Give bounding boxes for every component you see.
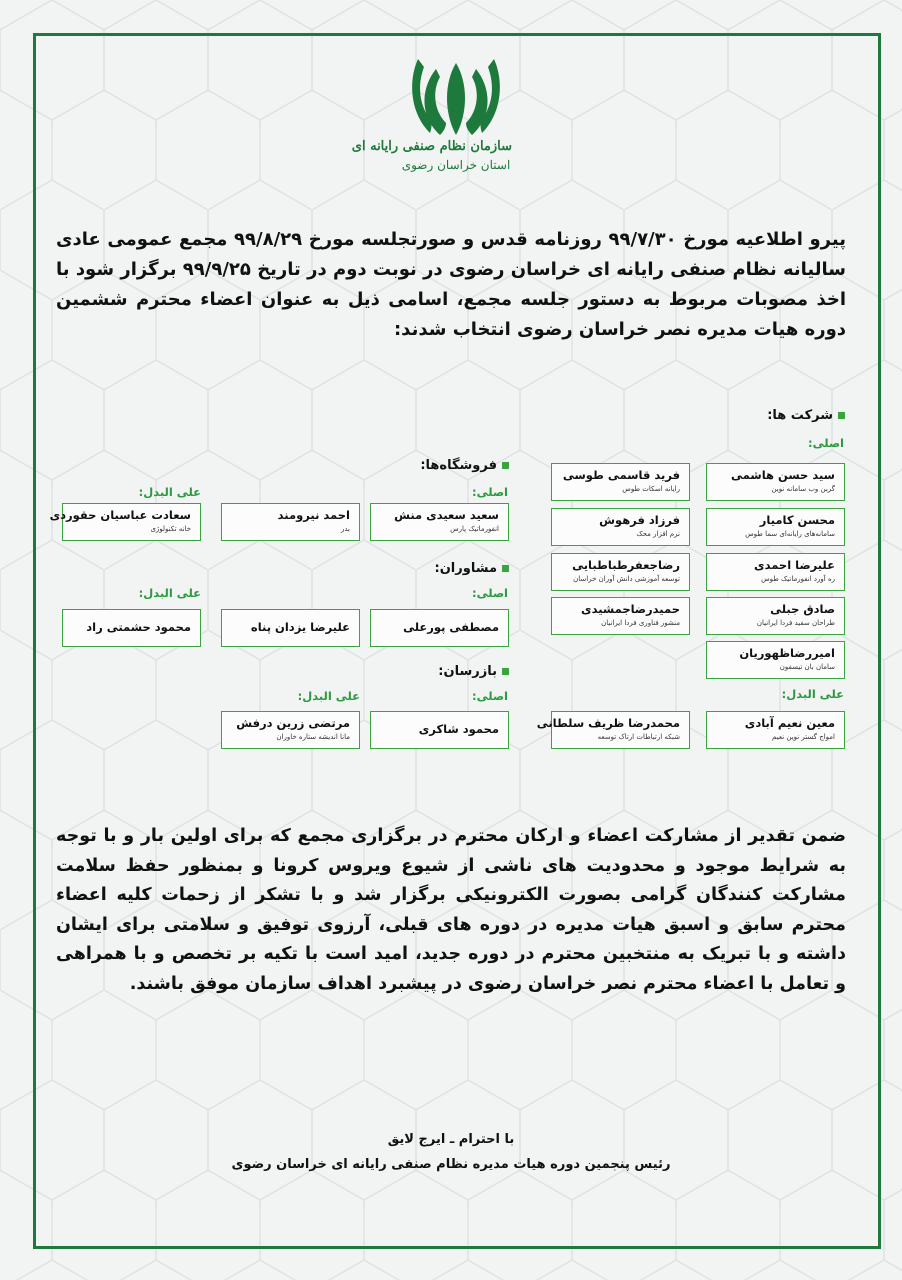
shops-heading: فروشگاه‌ها: [420,458,509,473]
consultants-principal-label: اصلی: [472,586,508,600]
shops-alternate-label: علی البدل: [138,485,201,499]
signature-title: رئیس پنجمین دوره هیات مدیره نظام صنفی رایانه ای خراسان رضوی [231,1157,671,1172]
member-card: علیرضا احمدی ره آورد انفورماتیک طوس [706,553,845,591]
member-card: سعید سعیدی منش انفورماتیک پارس [370,503,509,541]
member-card: مصطفی پورعلی [370,609,509,647]
inspectors-principal-label: اصلی: [472,689,508,703]
organization-name: سازمان نظام صنفی رایانه ای [351,139,512,154]
bullet-square-icon [502,668,509,675]
member-card: مرتضی زرین درفش مانا اندیشه ستاره خاوران [221,711,360,749]
companies-heading: شرکت ها: [767,408,845,423]
member-card: فرزاد فرهوش نرم افزار محک [551,508,690,546]
companies-alternate-label: علی البدل: [781,687,844,701]
inspectors-heading: بازرسان: [438,664,509,679]
closing-paragraph: ضمن تقدیر از مشارکت اعضاء و ارکان محترم در برگزاری مجمع که برای اولین بار و با توجه به شرایط موجود و محدودیت های ناشی از شیوع ویروس کرونا و بمنظور حفظ سلامت مشارکت کنندگان گرامی بصورت الکترونیکی برگزار شد و با تشکر از زحمات کلیه اعضاء محترم سابق و اسبق هیات مدیره در دوره های قبلی، آرزوی توفیق و سلامتی برای ایشان داشته و با تبریک به منتخبین محترم در دوره جدید، امید است با تکیه بر تخصص و با همراهی و تعامل با اعضاء محترم نصر خراسان رضوی در پیشبرد اهداف سازمان موفق باشند. [56,826,846,994]
signature-name: با احترام ـ ایرج لایق [387,1132,515,1147]
member-card: سعادت عباسیان حقوردی خانه تکنولوژی [62,503,201,541]
organization-province: استان خراسان رضوی [401,158,511,172]
shops-principal-label: اصلی: [472,485,508,499]
member-card: امیررضاظهوریان سامان بان تیسفون [706,641,845,679]
member-card: حمیدرضاجمشیدی منشور فناوری فردا ایرانیان [551,597,690,635]
member-card: فرید قاسمی طوسی رایانه اسکات طوس [551,463,690,501]
bullet-square-icon [838,412,845,419]
consultants-heading: مشاوران: [435,561,509,576]
member-card: احمد نیرومند بدر [221,503,360,541]
bullet-square-icon [502,565,509,572]
member-card: محمدرضا ظریف سلطانی شبکه ارتباطات ارتاک توسعه [551,711,690,749]
intro-paragraph: پیرو اطلاعیه مورخ ۹۹/۷/۳۰ روزنامه قدس و صورتجلسه مورخ ۹۹/۸/۲۹ مجمع عمومی عادی سالیانه نظام صنفی رایانه ای خراسان رضوی در نوبت دوم در تاریخ ۹۹/۹/۲۵ برگزار شود با اخذ مصوبات مربوط به دستور جلسه مجمع، اسامی ذیل به عنوان اعضاء محترم ششمین دوره هیات مدیره نصر خراسان رضوی انتخاب شدند: [56,229,846,340]
member-card: صادق جبلی طراحان سفید فردا ایرانیان [706,597,845,635]
member-card: محمود حشمتی راد [62,609,201,647]
organization-logo [351,55,512,205]
member-card: رضاجعفرطباطبایی توسعه آموزشی دانش آوران خراسان [551,553,690,591]
member-card: علیرضا یزدان پناه [221,609,360,647]
member-card: معین نعیم آبادی امواج گستر نوین نعیم [706,711,845,749]
member-card: محمود شاکری [370,711,509,749]
consultants-alternate-label: علی البدل: [138,586,201,600]
member-card: سید حسن هاشمی گرین وب سامانه نوین [706,463,845,501]
member-card: محسن کامیار سامانه‌های رایانه‌ای سما طوس [706,508,845,546]
companies-principal-label: اصلی: [808,436,844,450]
logo-mark-icon [406,55,506,137]
inspectors-alternate-label: علی البدل: [297,689,360,703]
bullet-square-icon [502,462,509,469]
